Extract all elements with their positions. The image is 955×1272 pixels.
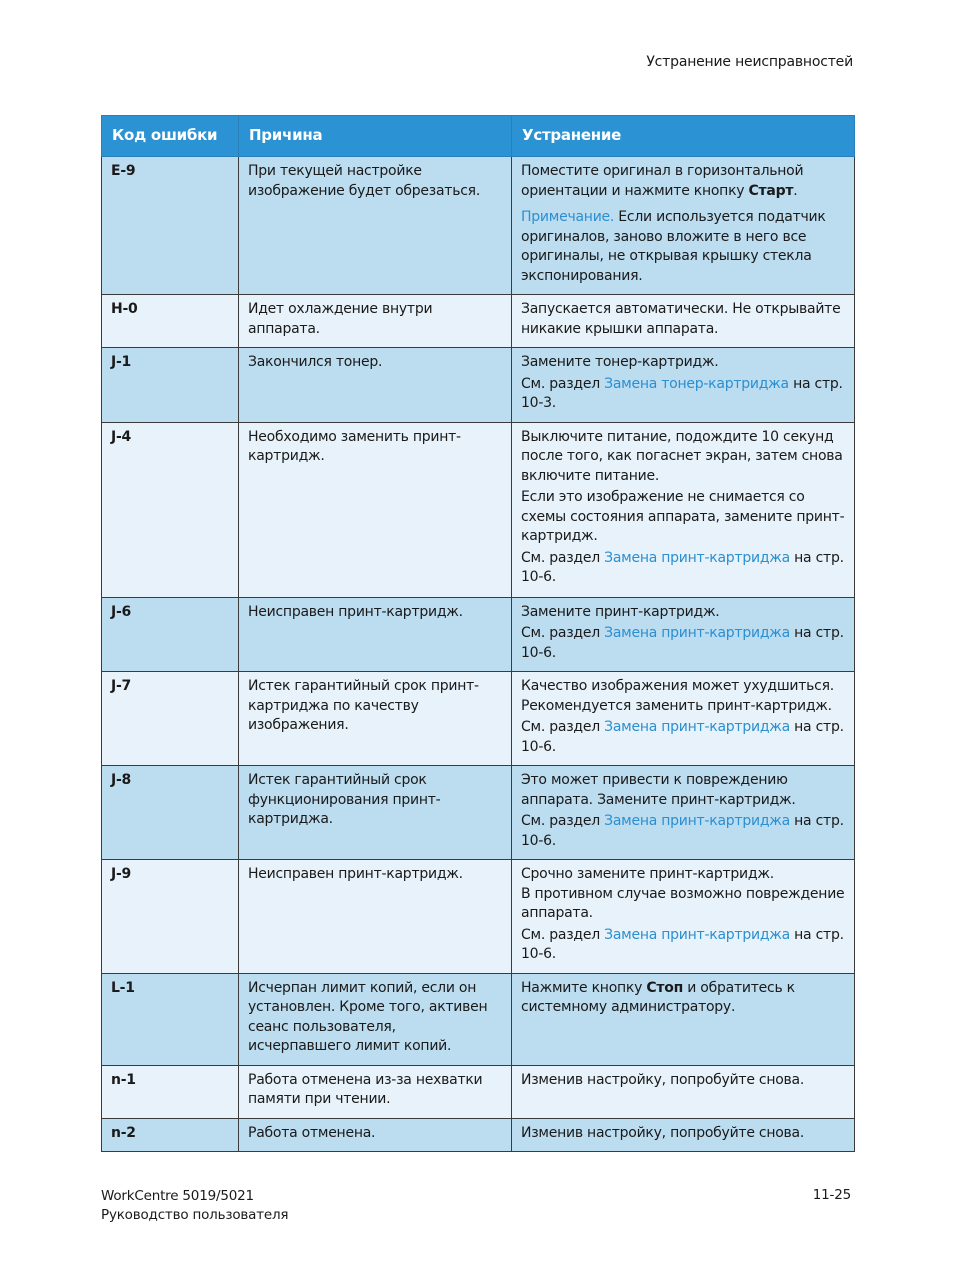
table-row (102, 1065, 855, 1118)
fix-text: Поместите оригинал в горизонтальной ориентации и нажмите кнопку (521, 163, 804, 199)
table-row (102, 860, 855, 974)
see-suffix: на стр. 10-6. (521, 813, 844, 849)
fix-text: Качество изображения может ухудшиться. Рекомендуется заменить принт-картридж. (521, 678, 834, 714)
error-code: J-8 (102, 766, 239, 860)
table-row (102, 672, 855, 766)
error-fix (512, 766, 855, 860)
table-row (102, 157, 855, 295)
error-cause: Закончился тонер. (239, 348, 512, 423)
error-fix (512, 157, 855, 295)
column-header-code: Код ошибки (102, 116, 239, 157)
fix-text: Выключите питание, подождите 10 секунд после того, как погаснет экран, затем снова включите питание. (521, 428, 843, 484)
fix-text: Нажмите кнопку (521, 979, 647, 996)
error-fix (512, 672, 855, 766)
error-fix (512, 597, 855, 672)
column-header-cause: Причина (239, 116, 512, 157)
fix-text: Срочно замените принт-картридж. (521, 866, 774, 882)
see-prefix: См. раздел (521, 813, 605, 829)
see-suffix: на стр. 10-6. (521, 549, 844, 585)
fix-text-2: В противном случае возможно повреждение аппарата. (521, 885, 845, 921)
error-fix: Запускается автоматически. Не открывайте никакие крышки аппарата. (512, 295, 855, 348)
table-row (102, 973, 855, 1065)
error-code: L-1 (102, 973, 239, 1065)
error-code: J-4 (102, 422, 239, 597)
fix-text-end: . (793, 182, 798, 199)
error-cause: Неисправен принт-картридж. (239, 860, 512, 974)
error-fix: Изменив настройку, попробуйте снова. (512, 1065, 855, 1118)
fix-text: Это может привести к повреждению аппарата. Замените принт-картридж. (521, 772, 796, 808)
see-prefix: См. раздел (521, 926, 605, 943)
error-cause: Неисправен принт-картридж. (239, 597, 512, 672)
see-link[interactable]: Замена принт-картриджа (604, 813, 790, 829)
see-link[interactable]: Замена принт-картриджа (604, 719, 790, 735)
error-fix (512, 860, 855, 974)
see-prefix: См. раздел (521, 719, 605, 735)
footer-product: WorkCentre 5019/5021 (101, 1188, 254, 1204)
see-suffix: на стр. 10-6. (521, 719, 844, 755)
error-cause: Идет охлаждение внутри аппарата. (239, 295, 512, 348)
see-link[interactable]: Замена принт-картриджа (604, 549, 790, 566)
running-header: Устранение неисправностей (646, 54, 853, 70)
see-suffix: на стр. 10-3. (521, 375, 843, 411)
error-code: E-9 (102, 157, 239, 295)
error-code: n-2 (102, 1118, 239, 1152)
page-number: 11-25 (812, 1187, 851, 1203)
error-cause: Работа отменена. (239, 1118, 512, 1152)
error-fix (512, 348, 855, 423)
see-suffix: на стр. 10-6. (521, 625, 844, 661)
error-code: J-7 (102, 672, 239, 766)
see-link[interactable]: Замена принт-картриджа (604, 926, 790, 943)
error-code: J-6 (102, 597, 239, 672)
fix-text-end: и обратитесь к системному администратору. (521, 979, 795, 1015)
fix-text: Замените принт-картридж. (521, 603, 720, 620)
see-link[interactable]: Замена принт-картриджа (604, 625, 790, 641)
error-code: J-9 (102, 860, 239, 974)
table-row (102, 295, 855, 348)
table-row (102, 348, 855, 423)
table-header-row (102, 116, 855, 157)
error-cause: Работа отменена из-за нехватки памяти при чтении. (239, 1065, 512, 1118)
footer-guide: Руководство пользователя (101, 1207, 289, 1223)
note-label: Примечание. (521, 209, 615, 225)
error-cause: Необходимо заменить принт-картридж. (239, 422, 512, 597)
error-fix (512, 973, 855, 1065)
error-code: H-0 (102, 295, 239, 348)
note-text: Если используется податчик оригиналов, заново вложите в него все оригиналы, не открывая крышку стекла экспонирования. (521, 209, 826, 284)
see-suffix: на стр. 10-6. (521, 926, 844, 962)
table-row (102, 766, 855, 860)
see-prefix: См. раздел (521, 625, 605, 641)
error-code: n-1 (102, 1065, 239, 1118)
see-link[interactable]: Замена тонер-картриджа (604, 375, 789, 392)
error-fix: Изменив настройку, попробуйте снова. (512, 1118, 855, 1152)
see-prefix: См. раздел (521, 375, 605, 392)
error-fix (512, 422, 855, 597)
table-row (102, 422, 855, 597)
error-code: J-1 (102, 348, 239, 423)
error-code-table (101, 115, 855, 1152)
see-prefix: См. раздел (521, 549, 605, 566)
column-header-fix: Устранение (512, 116, 855, 157)
fix-text: Замените тонер-картридж. (521, 354, 719, 370)
stop-button-label: Стоп (646, 979, 684, 996)
table-row (102, 597, 855, 672)
start-button-label: Старт (748, 182, 794, 199)
error-cause: Истек гарантийный срок функционирования принт-картриджа. (239, 766, 512, 860)
fix-text-2: Если это изображение не снимается со схемы состояния аппарата, замените принт-картридж. (521, 489, 845, 544)
error-cause: При текущей настройке изображение будет обрезаться. (239, 157, 512, 295)
footer-product-info (101, 1187, 288, 1225)
error-cause: Исчерпан лимит копий, если он установлен. Кроме того, активен сеанс пользователя, исчерпавшего лимит копий. (239, 973, 512, 1065)
table-row (102, 1118, 855, 1152)
error-cause: Истек гарантийный срок принт-картриджа по качеству изображения. (239, 672, 512, 766)
